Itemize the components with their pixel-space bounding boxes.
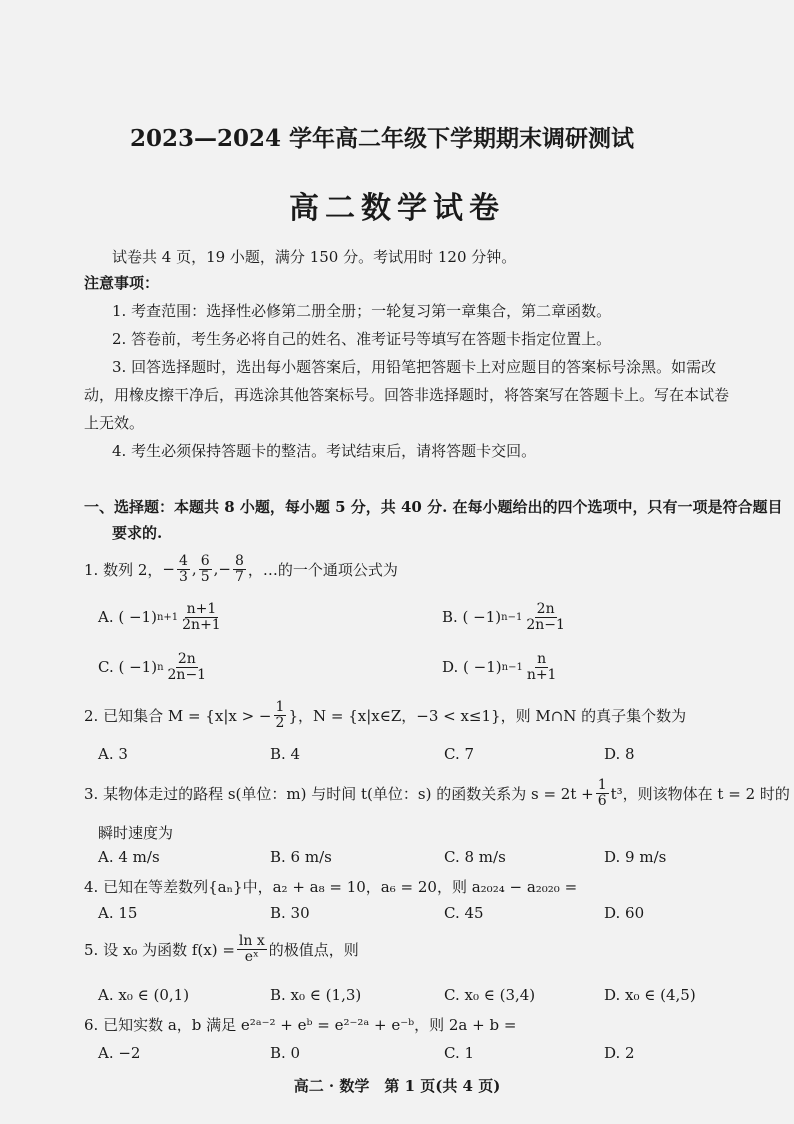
q1-option-a [98, 602, 225, 632]
q1-a-exp: n+1 [156, 611, 179, 623]
q1-a-fraction [180, 602, 223, 632]
q3-option-b: B. 6 m/s [270, 848, 332, 866]
q1-c-num: 2n [177, 651, 196, 667]
q5-option-d: D. x₀ ∈ (4,5) [604, 986, 696, 1004]
question-4-stem: 4. 已知在等差数列{aₙ}中，a₂ + a₈ = 10，a₆ = 20，则 a₂₀₂₄ − a₂₀₂₀ = [84, 878, 578, 896]
q6-option-a: A. −2 [98, 1044, 141, 1062]
q5-option-a: A. x₀ ∈ (0,1) [98, 986, 190, 1004]
q5-option-c: C. x₀ ∈ (3,4) [444, 986, 536, 1004]
notice-item-4: 4. 考生必须保持答题卡的整洁。考试结束后，请将答题卡交回。 [112, 442, 537, 460]
q3-option-c: C. 8 m/s [444, 848, 506, 866]
question-2-stem [84, 700, 686, 730]
section-heading-cont: 要求的. [112, 524, 163, 542]
q3-option-a: A. 4 m/s [98, 848, 160, 866]
q2-f-den: 2 [275, 714, 285, 731]
q3-f-den: 6 [597, 792, 607, 809]
q1-option-d [442, 652, 560, 682]
q3-option-d: D. 9 m/s [604, 848, 667, 866]
q4-option-d: D. 60 [604, 904, 645, 922]
q1-d-exp: n−1 [501, 661, 523, 673]
q2-option-d: D. 8 [604, 745, 635, 763]
q4-option-b: B. 30 [270, 904, 310, 922]
notice-heading: 注意事项： [84, 274, 160, 292]
q1-d-den: n+1 [526, 666, 557, 683]
notice-item-2: 2. 答卷前，考生务必将自己的姓名、准考证号等填写在答题卡指定位置上。 [112, 330, 612, 348]
q1-a-den: 2n+1 [182, 616, 221, 633]
page-footer: 高二 · 数学 第 1 页(共 4 页) [293, 1077, 501, 1095]
q1-c-exp: n [157, 661, 164, 673]
q1-f3-num: 8 [234, 553, 244, 569]
q1-c-prefix: C. ( −1) [98, 658, 158, 677]
q1-b-prefix: B. ( −1) [442, 608, 502, 627]
q1-f1-sign: − [162, 560, 175, 579]
q2-option-a: A. 3 [98, 745, 128, 763]
exam-intro: 试卷共 4 页，19 小题，满分 150 分。考试用时 120 分钟。 [112, 248, 517, 266]
q2-stem-b: }，N = {x|x∈Z，−3 < x≤1}，则 M∩N 的真子集个数为 [288, 706, 687, 725]
section-heading: 一、选择题：本题共 8 小题，每小题 5 分，共 40 分. 在每小题给出的四个选项中，只有一项是符合题目 [84, 498, 783, 516]
q1-option-b [442, 602, 569, 632]
notice-item-3-cont2: 上无效。 [84, 414, 145, 432]
q3-f-num: 1 [597, 777, 607, 793]
q6-option-b: B. 0 [270, 1044, 301, 1062]
q1-f1-den: 3 [178, 568, 188, 585]
q1-stem-suffix: ，…的一个通项公式为 [247, 560, 398, 579]
q1-b-den: 2n−1 [526, 616, 565, 633]
question-1-stem: 1. 数列 2， − $\frac{4}{3}$ , $\frac{6}{5}$ , − $\frac{8}{7}$ ，…的一个通项公式为 [84, 553, 398, 585]
q1-fraction-1 [177, 554, 190, 584]
q1-c-fraction [166, 652, 209, 682]
notice-item-3: 3. 回答选择题时，选出每小题答案后，用铅笔把答题卡上对应题目的答案标号涂黑。如需改 [112, 358, 717, 376]
q1-d-num: n [537, 651, 547, 667]
exam-title: 2023—2024 学年高二年级下学期期末调研测试 [130, 125, 635, 152]
q1-d-prefix: D. ( −1) [442, 658, 502, 677]
q1-a-num: n+1 [186, 601, 217, 617]
q1-fraction-2 [199, 554, 212, 584]
q3-fraction [596, 778, 609, 808]
question-3-stem [84, 778, 790, 808]
q1-fraction-3 [233, 554, 246, 584]
q2-option-b: B. 4 [270, 745, 301, 763]
q1-b-num: 2n [536, 601, 555, 617]
q1-f2-den: 5 [200, 568, 210, 585]
notice-item-1: 1. 考查范围：选择性必修第二册全册；一轮复习第一章集合，第二章函数。 [112, 302, 612, 320]
q1-f2-num: 6 [200, 553, 210, 569]
q6-option-c: C. 1 [444, 1044, 475, 1062]
q5-stem-b: 的极值点，则 [268, 940, 359, 959]
q5-f-den: eˣ [244, 948, 259, 965]
q5-fraction [237, 934, 267, 964]
q4-option-a: A. 15 [98, 904, 138, 922]
notice-item-3-cont: 动，用橡皮擦干净后，再选涂其他答案标号。回答非选择题时，将答案写在答题卡上。写在本试卷 [84, 386, 730, 404]
q3-stem-b: t³，则该物体在 t = 2 时的 [610, 784, 790, 803]
q5-option-b: B. x₀ ∈ (1,3) [270, 986, 362, 1004]
q5-stem-a: 5. 设 x₀ 为函数 f(x) = [84, 940, 235, 959]
q3-stem-a: 3. 某物体走过的路程 s(单位：m) 与时间 t(单位：s) 的函数关系为 s = 2t + [84, 784, 594, 803]
q1-b-exp: n−1 [501, 611, 523, 623]
q1-f3-sign: − [218, 560, 231, 579]
q2-fraction [274, 700, 287, 730]
q1-stem-prefix: 1. 数列 2， [84, 560, 163, 579]
q4-option-c: C. 45 [444, 904, 484, 922]
question-5-stem [84, 934, 359, 964]
q2-f-num: 1 [275, 699, 285, 715]
q1-f1-num: 4 [178, 553, 188, 569]
q2-stem-a: 2. 已知集合 M = {x|x > − [84, 706, 272, 725]
q1-b-fraction [524, 602, 567, 632]
q3-stem-cont: 瞬时速度为 [98, 824, 174, 842]
q6-option-d: D. 2 [604, 1044, 635, 1062]
subject-title: 高二数学试卷 [289, 191, 505, 226]
q2-option-c: C. 7 [444, 745, 475, 763]
q1-a-prefix: A. ( −1) [98, 608, 157, 627]
q1-d-fraction [525, 652, 559, 682]
question-6-stem: 6. 已知实数 a，b 满足 e²ᵃ⁻² + eᵇ = e²⁻²ᵃ + e⁻ᵇ，则 2a + b = [84, 1016, 517, 1034]
q1-option-c [98, 652, 210, 682]
q5-f-num: ln x [238, 933, 265, 949]
q1-c-den: 2n−1 [167, 666, 207, 683]
q1-f3-den: 7 [234, 568, 244, 585]
